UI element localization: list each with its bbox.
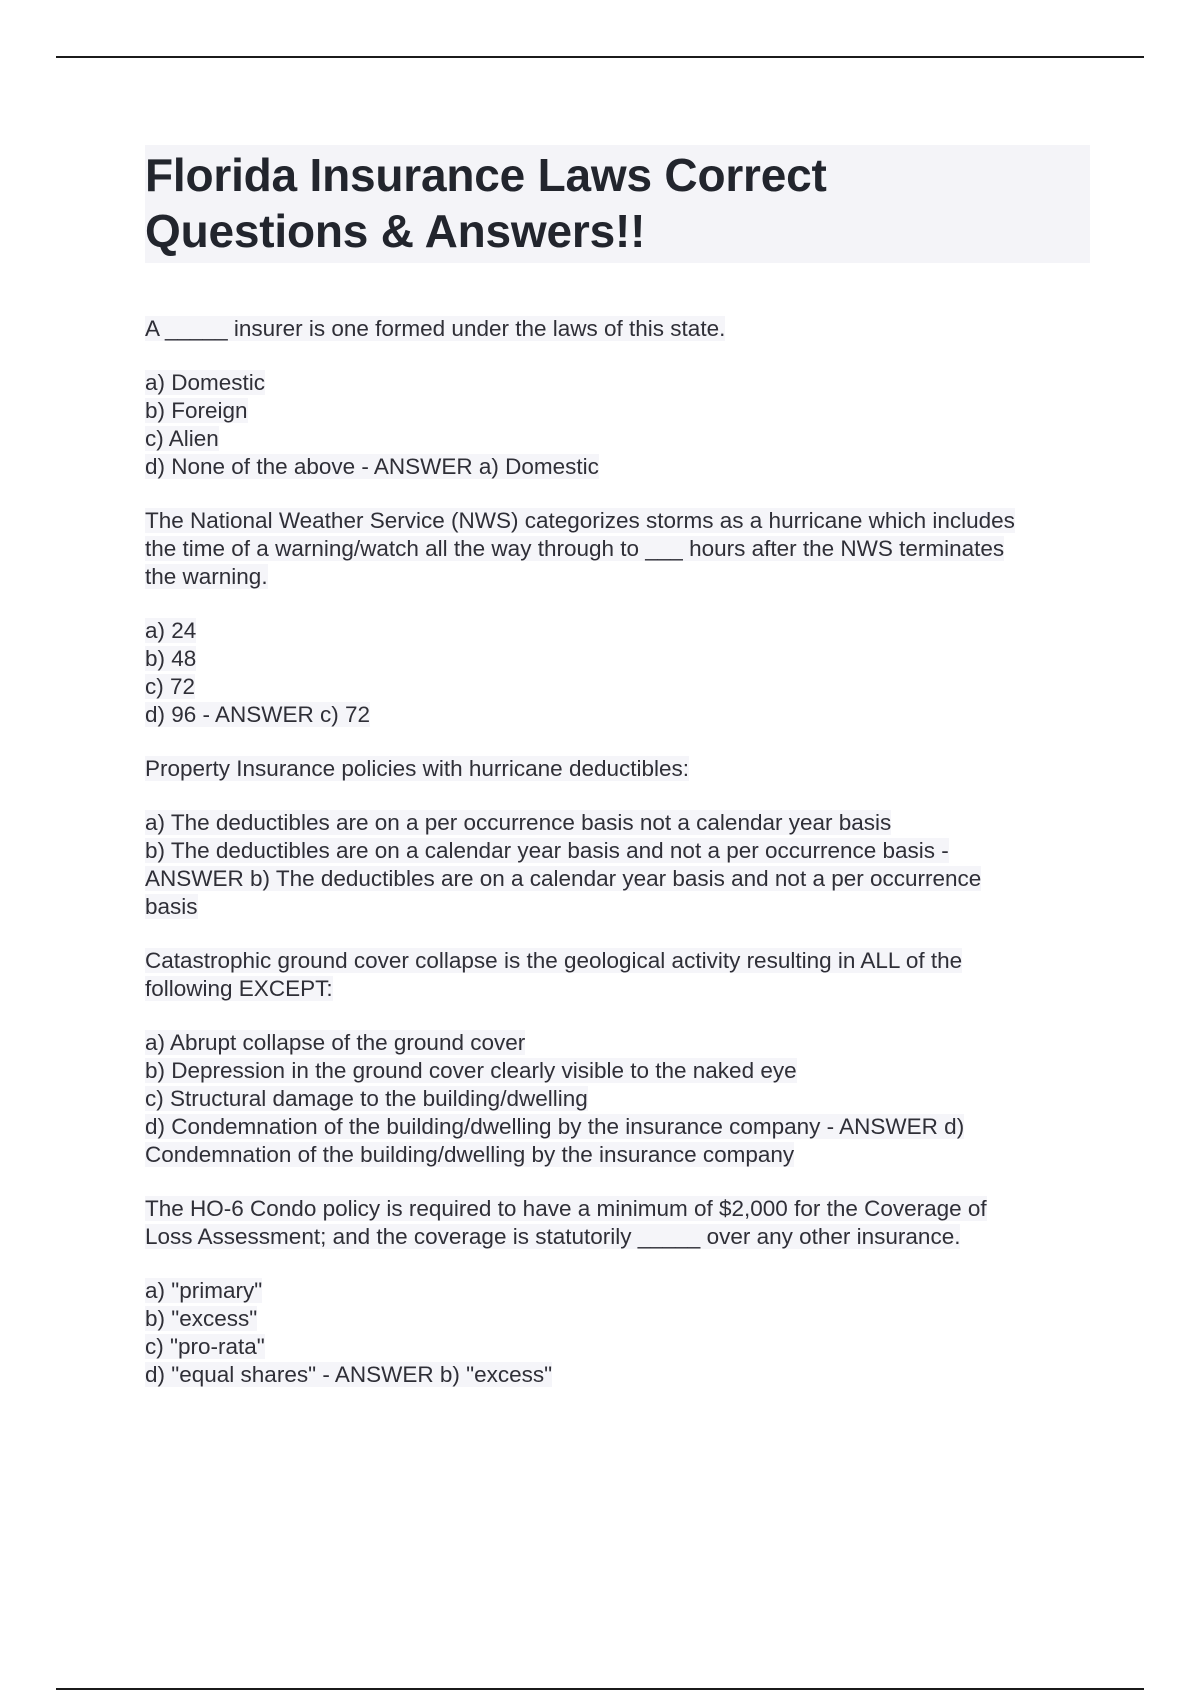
answer-options [145,1277,1090,1389]
option-line: c) Alien [145,426,219,451]
question-line: Loss Assessment; and the coverage is statutorily _____ over any other insurance. [145,1224,961,1249]
question-line: Catastrophic ground cover collapse is the geological activity resulting in ALL of the [145,948,963,973]
option-line: b) 48 [145,646,197,671]
page-title-line: Questions & Answers!! [145,205,646,257]
option-line: ANSWER b) The deductibles are on a calendar year basis and not a per occurrence [145,866,982,891]
question-line: the time of a warning/watch all the way through to ___ hours after the NWS terminates [145,536,1005,561]
option-line: b) "excess" [145,1306,258,1331]
option-line: d) 96 - ANSWER c) 72 [145,702,371,727]
option-line: c) "pro-rata" [145,1334,265,1359]
option-line: d) None of the above - ANSWER a) Domestic [145,454,599,479]
question-line: A _____ insurer is one formed under the laws of this state. [145,316,726,341]
option-line: b) Depression in the ground cover clearly visible to the naked eye [145,1058,797,1083]
question-list [145,315,1090,1389]
option-line: d) "equal shares" - ANSWER b) "excess" [145,1362,553,1387]
option-line: b) Foreign [145,398,248,423]
question-text [145,1195,1090,1251]
question-line: Property Insurance policies with hurricane deductibles: [145,756,690,781]
page-title-line: Florida Insurance Laws Correct [145,149,827,201]
answer-options [145,369,1090,481]
question-text [145,315,1090,343]
option-line: Condemnation of the building/dwelling by the insurance company [145,1142,795,1167]
option-line: a) 24 [145,618,197,643]
answer-options [145,809,1090,921]
option-line: a) Abrupt collapse of the ground cover [145,1030,526,1055]
option-line: a) Domestic [145,370,266,395]
option-line: d) Condemnation of the building/dwelling by the insurance company - ANSWER d) [145,1114,965,1139]
question-line: following EXCEPT: [145,976,333,1001]
page-title [145,145,1090,263]
answer-options [145,617,1090,729]
document-body [145,145,1090,1415]
question-text [145,947,1090,1003]
question-line: The National Weather Service (NWS) categorizes storms as a hurricane which includes [145,508,1015,533]
answer-options [145,1029,1090,1169]
option-line: b) The deductibles are on a calendar year basis and not a per occurrence basis - [145,838,949,863]
question-text [145,755,1090,783]
top-rule [56,56,1144,58]
option-line: a) "primary" [145,1278,263,1303]
question-text [145,507,1090,591]
question-line: the warning. [145,564,268,589]
option-line: a) The deductibles are on a per occurrence basis not a calendar year basis [145,810,892,835]
option-line: basis [145,894,198,919]
option-line: c) 72 [145,674,196,699]
option-line: c) Structural damage to the building/dwelling [145,1086,588,1111]
bottom-rule [56,1688,1144,1690]
question-line: The HO-6 Condo policy is required to have a minimum of $2,000 for the Coverage of [145,1196,987,1221]
